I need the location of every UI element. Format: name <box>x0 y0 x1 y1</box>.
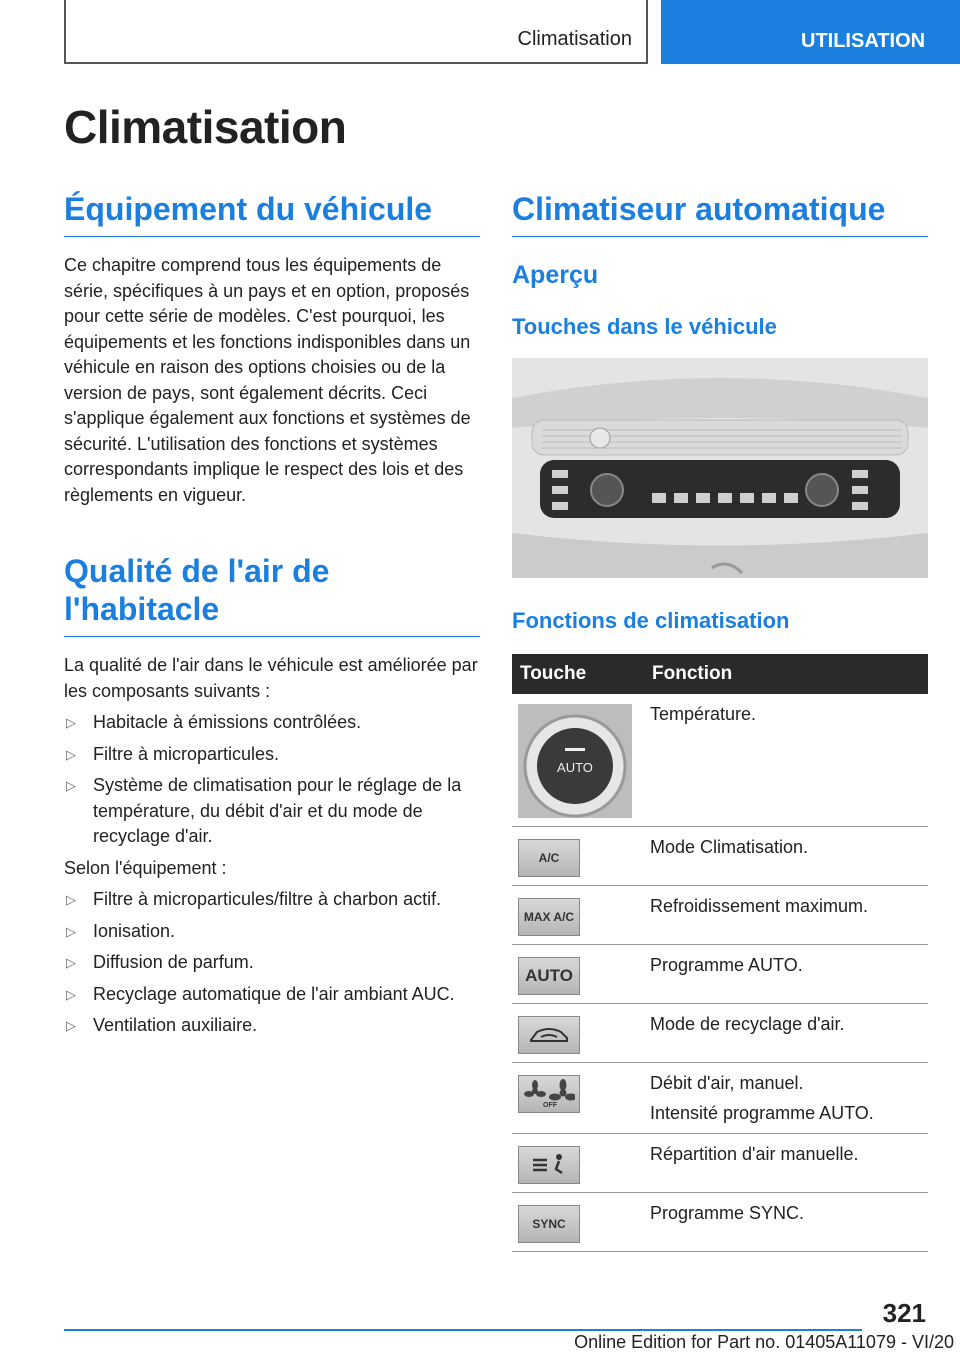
list-item: ▷ Ventilation auxiliaire. <box>64 1013 480 1039</box>
recirculation-key-icon <box>518 1016 580 1054</box>
table-row <box>512 1063 928 1134</box>
fan-key-icon <box>518 1075 580 1113</box>
table-row <box>512 827 928 886</box>
list-item: ▷ Habitacle à émissions contrôlées. <box>64 710 480 736</box>
max-ac-key-icon: MAX A/C <box>518 898 580 936</box>
function-text: Température. <box>650 704 757 724</box>
paragraph-equipment: Ce chapitre comprend tous les équipements de série, spécifiques à un pays et en option, proposés pour cette série de modèles. C'est pourquoi, les équipements et les fonctions indisponibles dans un véhicule en raison des options choisies ou de la version de pays, sont également décrits. Ceci s'applique également aux fonctions et systèmes de sécurité. L'utilisation des fonctions et systèmes correspondants implique le respect des lois et des règlements en vigueur. <box>64 255 471 505</box>
function-text: Débit d'air, manuel. <box>650 1073 804 1093</box>
header-tab-utilisation[interactable]: UTILISATION <box>661 0 960 64</box>
function-text: Intensité programme AUTO. <box>650 1103 874 1123</box>
triangle-bullet-icon: ▷ <box>66 778 76 793</box>
heading-fonctions: Fonctions de climatisation <box>512 608 790 633</box>
footer-edition: Online Edition for Part no. 01405A11079 - VI/20 <box>574 1332 954 1352</box>
table-row <box>512 886 928 945</box>
air-distribution-key-icon <box>518 1146 580 1184</box>
header-frame <box>64 0 648 64</box>
triangle-bullet-icon: ▷ <box>66 715 76 730</box>
temperature-knob-icon <box>518 704 632 818</box>
list-components <box>64 710 480 850</box>
svg-text:AUTO: AUTO <box>557 760 593 775</box>
list-item: ▷ Diffusion de parfum. <box>64 950 480 976</box>
page-number: 321 <box>882 1298 926 1328</box>
function-text: Refroidissement maximum. <box>650 896 869 916</box>
list-item: ▷ Système de climatisation pour le réglage de la température, du débit d'air et du mode de recyclage d'air. <box>66 775 462 846</box>
heading-air-quality: Qualité de l'air de l'habitacle <box>64 552 480 637</box>
header-section-title: Climatisation <box>517 28 632 50</box>
paragraph-selon: Selon l'équipement : <box>64 857 227 878</box>
table-row <box>512 1004 928 1063</box>
table-row <box>512 694 928 827</box>
ac-key-icon: A/C <box>518 839 580 877</box>
table-header-row <box>512 654 928 694</box>
heading-equipment: Équipement du véhicule <box>64 190 480 237</box>
function-text: Mode Climatisation. <box>650 837 809 857</box>
sync-key-icon: SYNC <box>518 1205 580 1243</box>
list-item: ▷ Filtre à microparticules. <box>64 742 480 768</box>
triangle-bullet-icon: ▷ <box>66 986 76 1002</box>
right-column <box>512 190 928 1252</box>
page-title: Climatisation <box>64 101 347 153</box>
triangle-bullet-icon: ▷ <box>66 923 76 939</box>
functions-table <box>512 654 928 1252</box>
column-header-touche: Touche <box>512 654 644 694</box>
triangle-bullet-icon: ▷ <box>66 955 76 970</box>
footer-divider <box>64 1329 862 1331</box>
heading-touches: Touches dans le véhicule <box>512 314 777 339</box>
table-row <box>512 1134 928 1193</box>
paragraph-air-quality: La qualité de l'air dans le véhicule est améliorée par les composants suivants : <box>64 655 478 701</box>
list-item: ▷ Filtre à microparticules/filtre à charbon actif. <box>64 887 480 913</box>
left-column <box>64 190 480 1039</box>
triangle-bullet-icon: ▷ <box>66 1018 76 1033</box>
climate-panel-photo <box>512 358 928 578</box>
list-optional <box>64 887 480 1039</box>
heading-apercu: Aperçu <box>512 261 599 289</box>
triangle-bullet-icon: ▷ <box>66 892 76 907</box>
function-text: Programme AUTO. <box>650 955 803 975</box>
svg-text:OFF: OFF <box>543 1102 557 1109</box>
table-row <box>512 945 928 1004</box>
function-text: Programme SYNC. <box>650 1203 805 1223</box>
list-item: ▷ Recyclage automatique de l'air ambiant AUC. <box>64 982 480 1008</box>
function-text: Répartition d'air manuelle. <box>650 1144 859 1164</box>
heading-auto-climate: Climatiseur automatique <box>512 190 928 237</box>
triangle-bullet-icon: ▷ <box>66 746 76 762</box>
table-row <box>512 1193 928 1252</box>
auto-key-icon: AUTO <box>518 957 580 995</box>
function-text: Mode de recyclage d'air. <box>650 1014 845 1034</box>
list-item: ▷ Ionisation. <box>64 919 480 945</box>
column-header-fonction: Fonction <box>644 654 928 694</box>
